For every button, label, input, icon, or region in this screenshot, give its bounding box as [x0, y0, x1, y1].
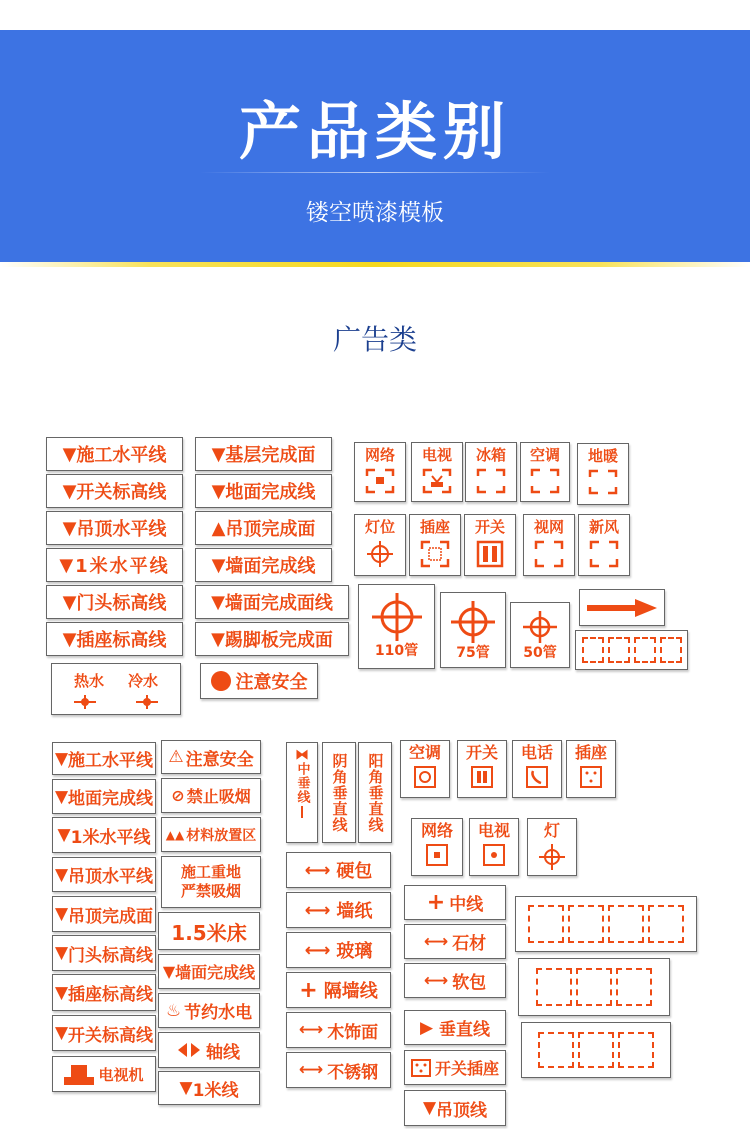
- page-title: 产品类别: [238, 95, 511, 168]
- stencil-tag: ⟷ 硬包: [286, 852, 391, 888]
- section-title: 广告类: [332, 323, 417, 356]
- stencil-tag-tv: 电视机: [52, 1056, 156, 1092]
- stencil-tag: ⟷ 木饰面: [286, 1012, 391, 1048]
- socket-stencil-phone: 电话: [512, 740, 562, 798]
- stencil-tag: ▼ 墙面完成线: [158, 954, 260, 989]
- frame-cell: [568, 905, 604, 943]
- materials-icon: ▲▲: [165, 827, 185, 842]
- network-socket-icon: [426, 844, 448, 866]
- frame-cell: [578, 1032, 614, 1068]
- cold-water-label: 冷水: [128, 671, 159, 690]
- double-arrow-icon: ⟷: [298, 1060, 324, 1080]
- double-arrow-icon: ⟷: [304, 899, 331, 921]
- socket-stencil-aircon: 空调: [400, 740, 450, 798]
- crosshair-icon: [539, 844, 565, 870]
- frame-cell: [576, 968, 612, 1006]
- title-divider-left: [200, 172, 375, 173]
- stencil-tag: ♨ 节约水电: [158, 993, 260, 1028]
- stencil-tag: + 隔墙线: [286, 972, 391, 1008]
- stencil-tag: ▼ 1米线: [158, 1071, 260, 1105]
- double-arrow-icon: ⟷: [304, 939, 331, 961]
- tv-socket-icon: [483, 844, 505, 866]
- socket-stencil-tv: 电视: [469, 818, 519, 876]
- plus-mark-icon: +: [299, 977, 318, 1003]
- crosshair-icon: [523, 611, 557, 643]
- stencil-tag: ▼ 开关标高线: [46, 474, 183, 508]
- stencil-tag: + 中线: [404, 885, 506, 920]
- stencil-tag: ▼ 插座标高线: [46, 622, 183, 656]
- double-arrow-icon: ⟷: [423, 970, 449, 991]
- crosshair-icon: [365, 540, 395, 568]
- stencil-tag: ⟷ 软包: [404, 963, 506, 998]
- fridge-socket-icon: [476, 468, 506, 494]
- heating-socket-icon: [588, 469, 618, 495]
- socket-stencil-network: 网络: [411, 818, 463, 876]
- pipe-stencil-75: 75管: [440, 592, 506, 668]
- frame-cell: [618, 1032, 654, 1068]
- stencil-tag-vertical: 阴角垂直线: [322, 742, 356, 843]
- stencil-tag: ▼ 1米水平线: [52, 817, 156, 853]
- phone-icon: [526, 766, 548, 788]
- switch-icon: [475, 540, 505, 568]
- video-socket-icon: [534, 540, 564, 568]
- socket-stencil-video: 视网: [523, 514, 575, 576]
- frame-cell: [528, 905, 564, 943]
- crosshair-icon: [451, 601, 495, 643]
- fresh-air-socket-icon: [589, 540, 619, 568]
- no-smoking-icon: ⊘: [171, 786, 185, 805]
- frame-cell: [648, 905, 684, 943]
- frame-cell: [660, 637, 682, 663]
- outlet-icon: [420, 540, 450, 568]
- stencil-tag: ▼ 吊顶水平线: [52, 857, 156, 892]
- warning-dot-icon: [211, 671, 231, 691]
- accent-line: [0, 262, 750, 267]
- pipe-stencil-110: 110管: [358, 584, 435, 669]
- stencil-tag: 开关插座: [404, 1050, 506, 1085]
- frame-cell: [616, 968, 652, 1006]
- pipe-marker-icon: [74, 695, 96, 709]
- stencil-tag: ▼ 地面完成线: [195, 474, 332, 508]
- socket-stencil-aircon: 空调: [520, 442, 570, 502]
- stencil-tag: ▼ 墙面完成面线: [195, 585, 349, 619]
- stencil-tag: ▼ 门头标高线: [52, 935, 156, 971]
- double-arrow-icon: ⟷: [304, 859, 331, 881]
- stencil-tag-vertical: ⧓ 中垂线: [286, 742, 318, 843]
- stencil-tag: 1.5米床: [158, 912, 260, 950]
- tv-cabinet-icon: [64, 1063, 94, 1085]
- tv-socket-icon: [422, 468, 452, 494]
- stencil-tag: ▼ 墙面完成线: [195, 548, 332, 582]
- outlet-icon: [411, 1059, 431, 1077]
- stencil-tag-construction: 施工重地 严禁吸烟: [161, 856, 261, 908]
- stencil-tag: ▲▲ 材料放置区: [161, 817, 261, 852]
- vertical-line-icon: [301, 806, 303, 818]
- stencil-tag: ▲ 吊顶完成面: [195, 511, 332, 545]
- arrow-stencil: [579, 589, 665, 626]
- network-socket-icon: [365, 468, 395, 494]
- arrow-right-icon: [585, 598, 659, 618]
- page-subtitle: 镂空喷漆模板: [306, 200, 444, 226]
- socket-stencil-floor-heating: 地暖: [577, 443, 629, 505]
- pipe-marker-icon: [136, 695, 158, 709]
- stencil-tag-no-smoking: ⊘ 禁止吸烟: [161, 778, 261, 813]
- socket-stencil-outlet: 插座: [409, 514, 461, 576]
- axis-arrows-icon: [178, 1041, 200, 1059]
- stencil-tag: ⟷ 不锈钢: [286, 1052, 391, 1088]
- socket-stencil-switch: 开关: [464, 514, 516, 576]
- stencil-tag: ▼ 施工水平线: [46, 437, 183, 471]
- stencil-tag: ▼ 门头标高线: [46, 585, 183, 619]
- stencil-tag: ▼ 1米水平线: [46, 548, 183, 582]
- socket-stencil-light: 灯位: [354, 514, 406, 576]
- crosshair-icon: [372, 593, 422, 641]
- stencil-tag: ⟷ 玻璃: [286, 932, 391, 968]
- aircon-socket-icon: [530, 468, 560, 494]
- frame-cell: [582, 637, 604, 663]
- stencil-tag-warning: ⚠ 注意安全: [161, 740, 261, 774]
- socket-frame-stencil: [518, 958, 670, 1016]
- stencil-tag: ⟷ 墙纸: [286, 892, 391, 928]
- socket-stencil-tv: 电视: [411, 442, 463, 502]
- socket-frame-stencil: [575, 630, 688, 670]
- center-mark-icon: ⧓: [295, 747, 309, 763]
- socket-stencil-fresh-air: 新风: [578, 514, 630, 576]
- socket-frame-stencil: [515, 896, 697, 952]
- frame-cell: [608, 905, 644, 943]
- stencil-tag: ▼ 施工水平线: [52, 742, 156, 775]
- stencil-tag: ▼ 吊顶完成面: [52, 896, 156, 932]
- socket-stencil-light: 灯: [527, 818, 577, 876]
- frame-cell: [536, 968, 572, 1006]
- frame-cell: [634, 637, 656, 663]
- double-arrow-icon: ⟷: [423, 931, 449, 952]
- socket-frame-stencil: [521, 1022, 671, 1078]
- double-arrow-icon: ⟷: [298, 1020, 324, 1040]
- stencil-tag: ▶ 垂直线: [404, 1010, 506, 1045]
- stencil-tag: ▼ 地面完成线: [52, 779, 156, 814]
- stencil-tag: ▼ 基层完成面: [195, 437, 332, 471]
- stencil-tag: ▼ 吊顶线: [404, 1090, 506, 1126]
- socket-stencil-network: 网络: [354, 442, 406, 502]
- socket-stencil-fridge: 冰箱: [465, 442, 517, 502]
- frame-cell: [538, 1032, 574, 1068]
- socket-stencil-outlet: 插座: [566, 740, 616, 798]
- stencil-tag: 轴线: [158, 1032, 260, 1068]
- triangle-right-icon: ▶: [419, 1017, 434, 1038]
- water-tag: [51, 663, 181, 715]
- stencil-tag: ⟷ 石材: [404, 924, 506, 959]
- warning-triangle-icon: ⚠: [168, 747, 184, 767]
- stencil-tag: ▼ 插座标高线: [52, 974, 156, 1011]
- stencil-tag-vertical: 阳角垂直线: [358, 742, 392, 843]
- tap-icon: ♨: [165, 1000, 182, 1021]
- title-divider-right: [375, 172, 550, 173]
- frame-cell: [608, 637, 630, 663]
- stencil-tag: ▼ 吊顶水平线: [46, 511, 183, 545]
- safety-tag: 注意安全: [200, 663, 318, 699]
- outlet-icon: [580, 766, 602, 788]
- hot-water-label: 热水: [73, 671, 104, 690]
- pipe-stencil-50: 50管: [510, 602, 570, 668]
- stencil-tag: ▼ 踢脚板完成面: [195, 622, 349, 656]
- switch-icon: [471, 766, 493, 788]
- stencil-tag: ▼ 开关标高线: [52, 1015, 156, 1051]
- aircon-icon: [414, 766, 436, 788]
- socket-stencil-switch: 开关: [457, 740, 507, 798]
- plus-mark-icon: +: [426, 890, 446, 915]
